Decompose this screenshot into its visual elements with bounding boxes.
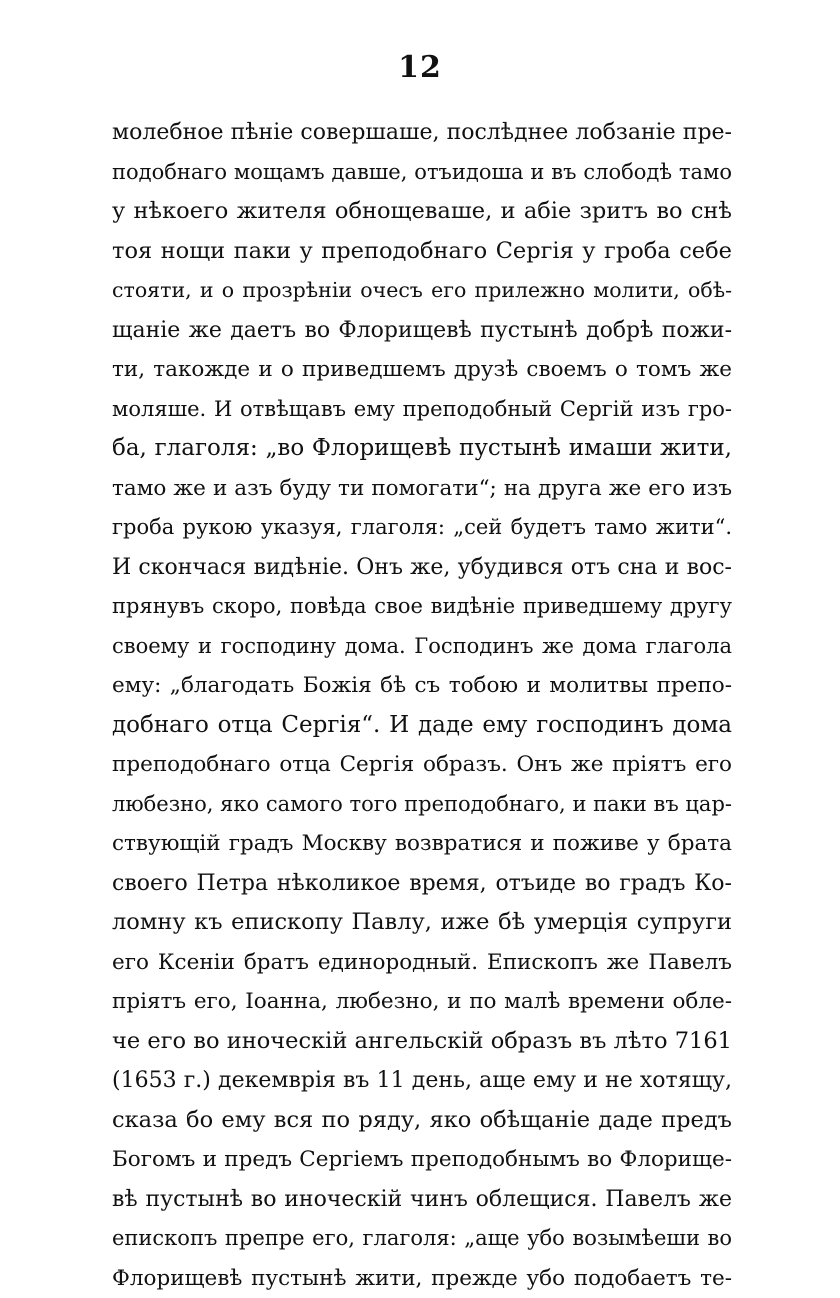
text-line: у нѣкоего жителя обнощеваше, и абіе зритъ во снѣ xyxy=(112,192,732,232)
text-line: добнаго отца Сергія“. И даде ему господинъ дома xyxy=(112,706,732,746)
text-line: прянувъ скоро, повѣда свое видѣніе приведшему другу xyxy=(112,587,732,627)
text-line: Богомъ и предъ Сергіемъ преподобнымъ во Флорище- xyxy=(112,1140,732,1180)
text-line: гроба рукою указуя, глаголя: „сей будетъ тамо жити“. xyxy=(112,508,732,548)
text-line: стояти, и о прозрѣніи очесъ его прилежно молити, обѣ- xyxy=(112,271,732,311)
text-line: ти, такожде и о приведшемъ друзѣ своемъ о томъ же xyxy=(112,350,732,390)
text-line: преподобнаго отца Сергія образъ. Онъ же пріятъ его xyxy=(112,745,732,785)
text-line: пріятъ его, Іоанна, любезно, и по малѣ времени обле- xyxy=(112,982,732,1022)
text-line: Флорищевѣ пустынѣ жити, прежде убо подобаетъ те- xyxy=(112,1259,732,1298)
text-line: епископъ препре его, глаголя: „аще убо возымѣеши во xyxy=(112,1219,732,1259)
text-line: И скончася видѣніе. Онъ же, убудився отъ сна и вос- xyxy=(112,548,732,588)
text-line: ломну къ епископу Павлу, иже бѣ умерція супруги xyxy=(112,903,732,943)
text-line: че его во иноческій ангельскій образъ въ лѣто 7161 xyxy=(112,1022,732,1062)
text-line: его Ксеніи братъ единородный. Епископъ же Павелъ xyxy=(112,943,732,983)
text-line: своему и господину дома. Господинъ же дома глагола xyxy=(112,627,732,667)
text-line: ему: „благодать Божія бѣ съ тобою и молитвы препо- xyxy=(112,666,732,706)
body-text xyxy=(112,113,732,1298)
text-line: подобнаго мощамъ давше, отъидоша и въ слободѣ тамо xyxy=(112,153,732,193)
page-number: 12 xyxy=(0,50,840,85)
text-line: тамо же и азъ буду ти помогати“; на друга же его изъ xyxy=(112,469,732,509)
text-line: тоя нощи паки у преподобнаго Сергія у гроба себе xyxy=(112,232,732,272)
text-line: щаніе же даетъ во Флорищевѣ пустынѣ добрѣ пожи- xyxy=(112,311,732,351)
text-line: сказа бо ему вся по ряду, яко обѣщаніе даде предъ xyxy=(112,1101,732,1141)
text-line: молебное пѣніе совершаше, послѣднее лобзаніе пре- xyxy=(112,113,732,153)
text-line: вѣ пустынѣ во иноческій чинъ облещися. Павелъ же xyxy=(112,1180,732,1220)
text-line: своего Петра нѣколикое время, отъиде во градъ Ко- xyxy=(112,864,732,904)
text-line: ствующій градъ Москву возвратися и поживе у брата xyxy=(112,824,732,864)
text-line: (1653 г.) декемврія въ 11 день, аще ему и не хотящу, xyxy=(112,1061,732,1101)
text-line: ба, глаголя: „во Флорищевѣ пустынѣ имаши жити, xyxy=(112,429,732,469)
text-line: моляше. И отвѣщавъ ему преподобный Сергій изъ гро- xyxy=(112,390,732,430)
text-line: любезно, яко самого того преподобнаго, и паки въ цар- xyxy=(112,785,732,825)
